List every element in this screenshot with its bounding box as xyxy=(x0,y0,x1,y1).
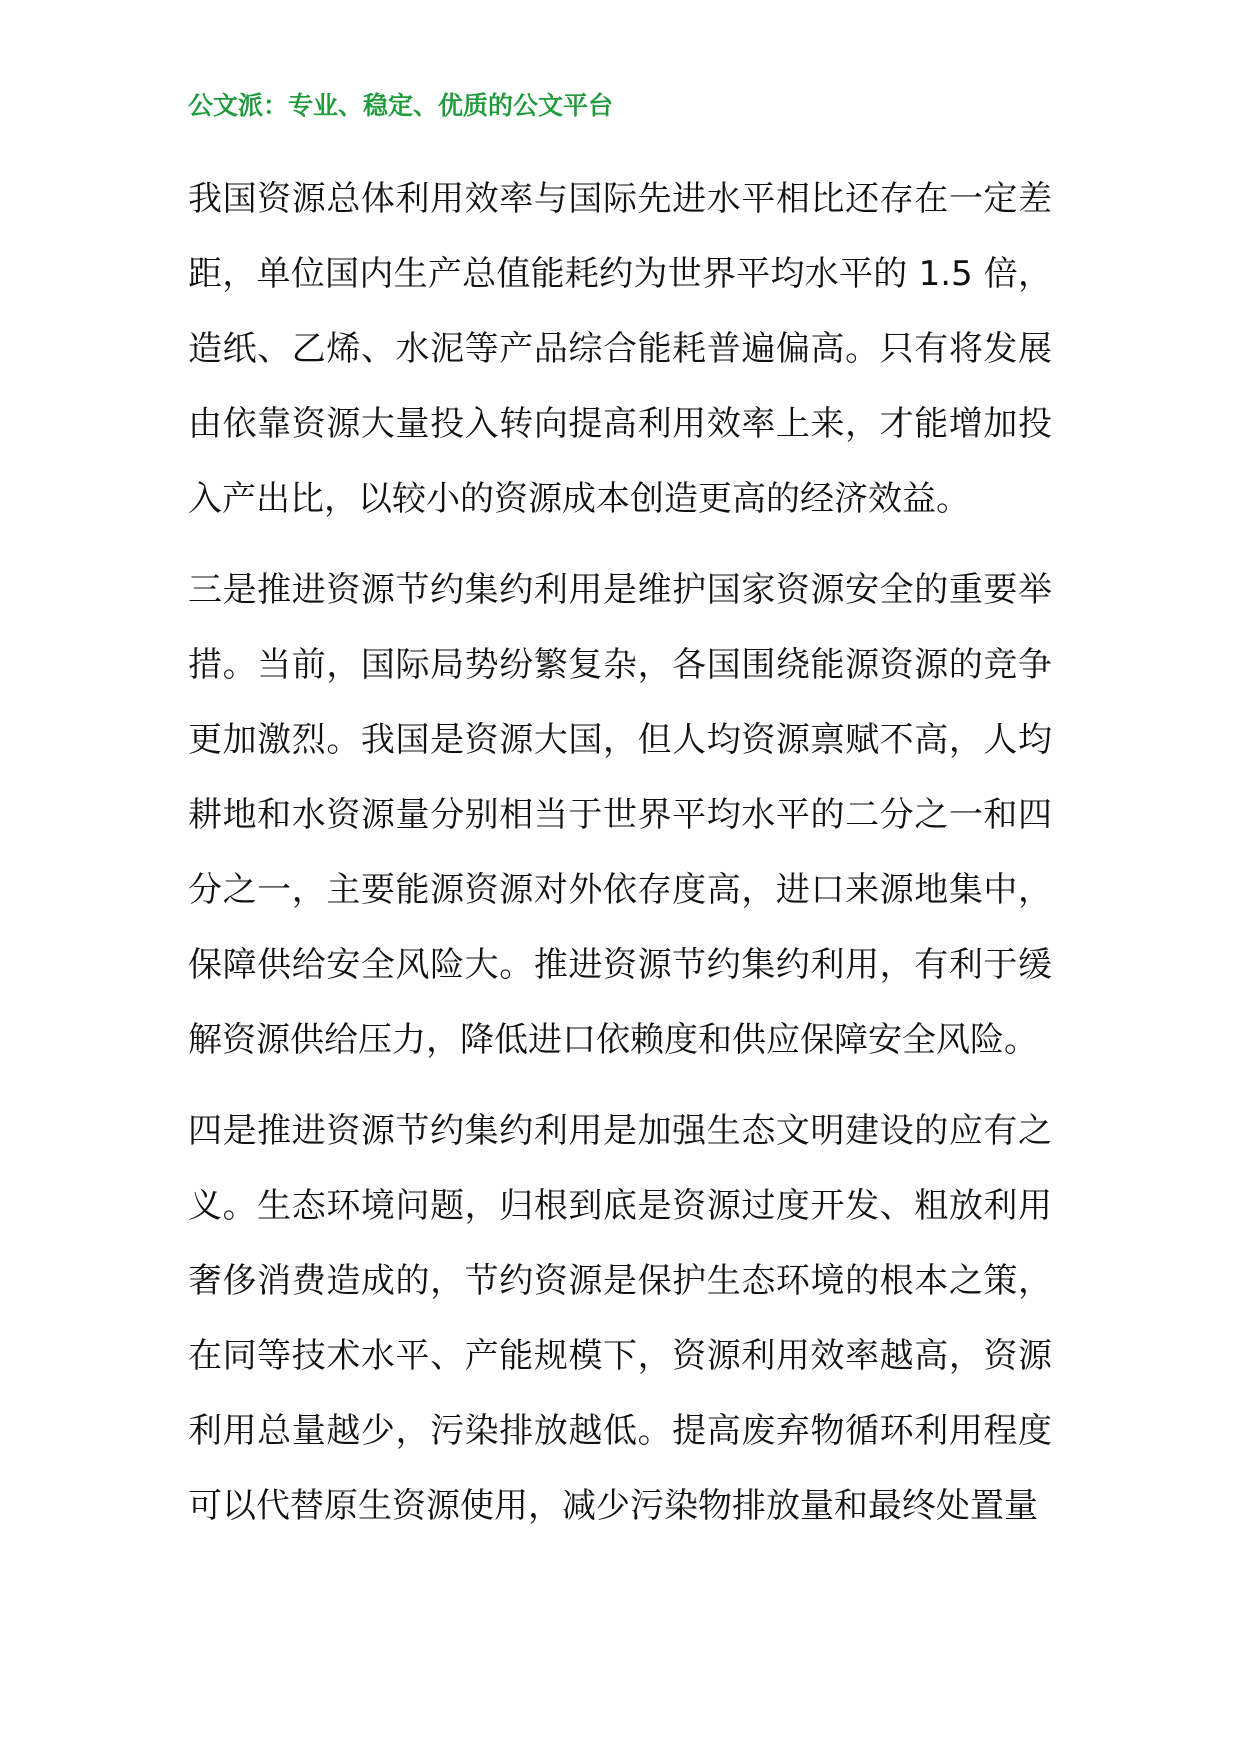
paragraph-resource-security: 三是推进资源节约集约利用是维护国家资源安全的重要举措。当前，国际局势纷繁复杂，各国围绕能源资源的竞争更加激烈。我国是资源大国，但人均资源禀赋不高，人均耕地和水资源量分别相当于世界平均水平的二分之一和四分之一，主要能源资源对外依存度高，进口来源地集中，保障供给安全风险大。推进资源节约集约利用，有利于缓解资源供给压力，降低进口依赖度和供应保障安全风险。 xyxy=(188,570,1052,1060)
document-body xyxy=(188,162,1052,1560)
site-header-banner: 公文派：专业、稳定、优质的公文平台 xyxy=(188,91,614,120)
paragraph-ecological-civilization: 四是推进资源节约集约利用是加强生态文明建设的应有之义。生态环境问题，归根到底是资源过度开发、粗放利用奢侈消费造成的，节约资源是保护生态环境的根本之策，在同等技术水平、产能规模下，资源利用效率越高，资源利用总量越少，污染排放越低。提高废弃物循环利用程度可以代替原生资源使用，减少污染物排放量和最终处置量 xyxy=(188,1111,1052,1526)
paragraph-resource-efficiency: 我国资源总体利用效率与国际先进水平相比还存在一定差距，单位国内生产总值能耗约为世界平均水平的 1.5 倍，造纸、乙烯、水泥等产品综合能耗普遍偏高。只有将发展由依靠资源大量投入转向提高利用效率上来，才能增加投入产出比，以较小的资源成本创造更高的经济效益。 xyxy=(188,179,1052,519)
